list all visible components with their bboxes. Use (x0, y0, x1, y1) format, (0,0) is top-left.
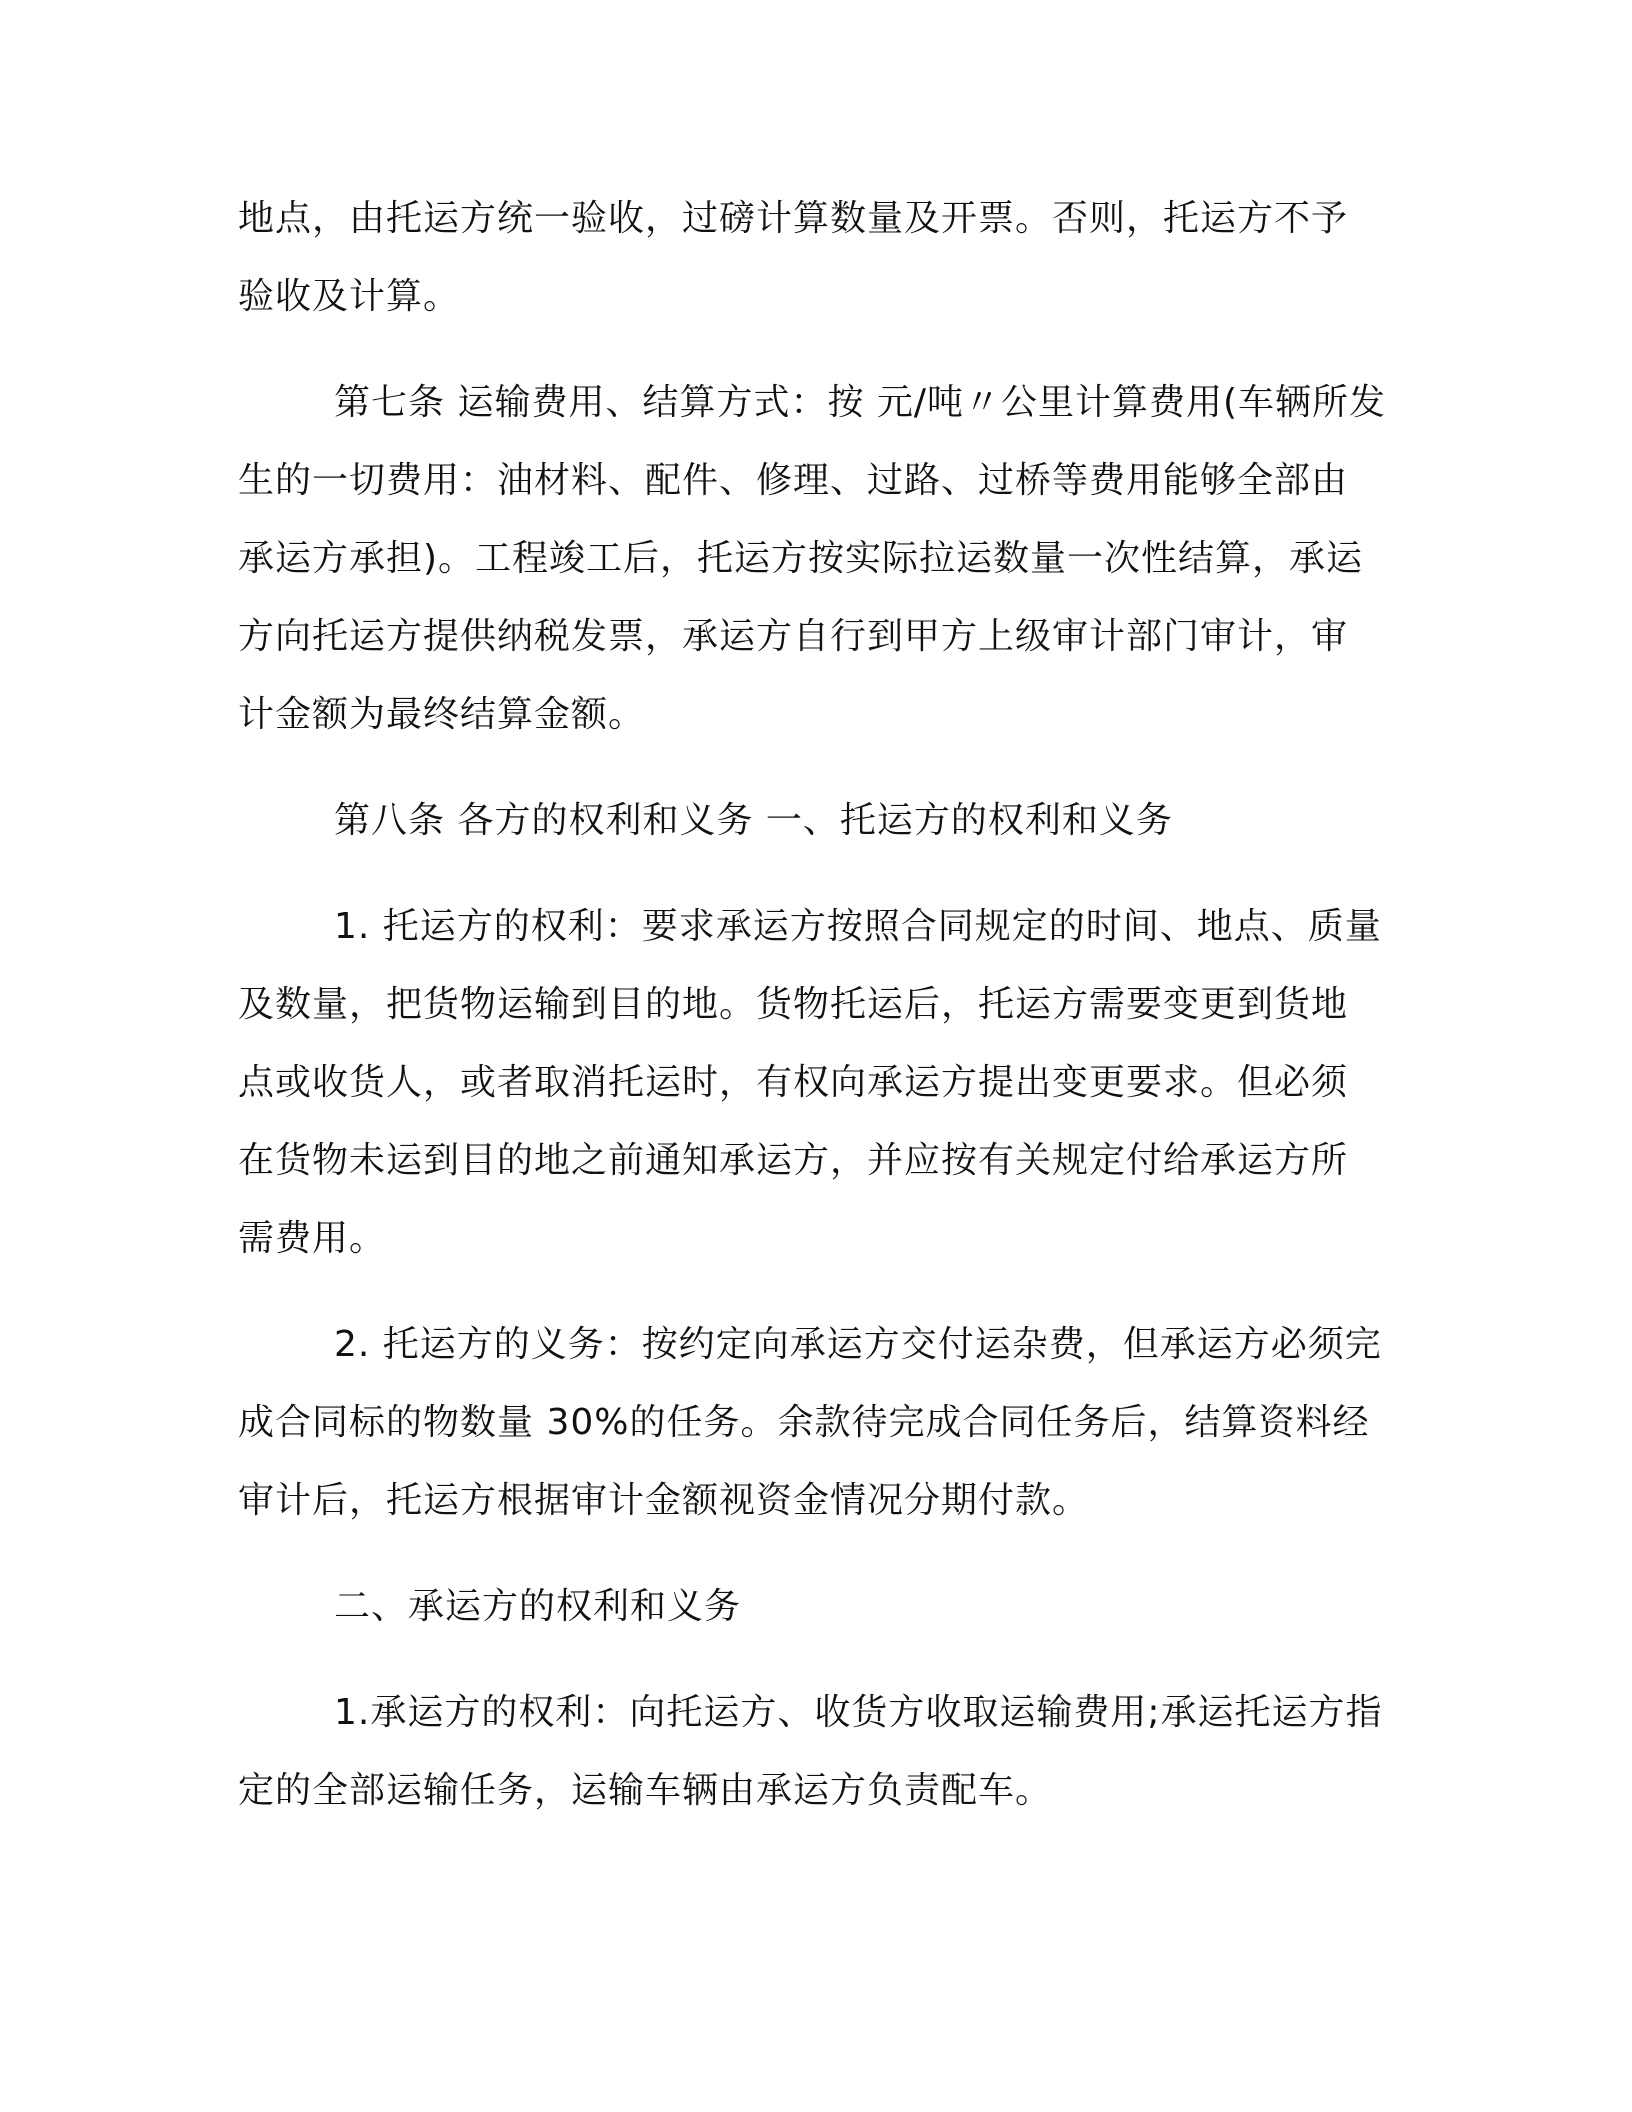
text-line: 第七条 运输费用、结算方式：按 元/吨〃公里计算费用(车辆所发 (334, 382, 1387, 423)
text-line: 1.承运方的权利：向托运方、收货方收取运输费用;承运托运方指 (334, 1692, 1383, 1733)
text-line: 1. 托运方的权利：要求承运方按照合同规定的时间、地点、质量 (334, 906, 1382, 947)
text-line: 第八条 各方的权利和义务 一、托运方的权利和义务 (334, 800, 1173, 841)
text-line: 承运方承担)。工程竣工后，托运方按实际拉运数量一次性结算，承运 (238, 538, 1364, 579)
text-line: 点或收货人，或者取消托运时，有权向承运方提出变更要求。但必须 (238, 1062, 1349, 1103)
text-line: 生的一切费用：油材料、配件、修理、过路、过桥等费用能够全部由 (238, 460, 1349, 501)
document-body (238, 180, 1398, 1858)
text-line: 及数量，把货物运输到目的地。货物托运后，托运方需要变更到货地 (238, 984, 1349, 1025)
text-line: 在货物未运到目的地之前通知承运方，并应按有关规定付给承运方所 (238, 1140, 1349, 1181)
text-line: 需费用。 (238, 1218, 387, 1259)
paragraph-carrier-heading (238, 1568, 1398, 1646)
text-line: 成合同标的物数量 30%的任务。余款待完成合同任务后，结算资料经 (238, 1402, 1370, 1443)
text-line: 验收及计算。 (238, 276, 461, 317)
paragraph-article-7 (238, 364, 1398, 754)
paragraph-continuation (238, 180, 1398, 336)
text-line: 审计后，托运方根据审计金额视资金情况分期付款。 (238, 1480, 1090, 1521)
paragraph-shipper-rights (238, 888, 1398, 1278)
text-line: 2. 托运方的义务：按约定向承运方交付运杂费，但承运方必须完 (334, 1324, 1382, 1365)
text-line: 方向托运方提供纳税发票，承运方自行到甲方上级审计部门审计，审 (238, 616, 1349, 657)
text-line: 计金额为最终结算金额。 (238, 694, 646, 735)
text-line: 地点，由托运方统一验收，过磅计算数量及开票。否则，托运方不予 (238, 198, 1349, 239)
paragraph-shipper-obligations (238, 1306, 1398, 1540)
paragraph-article-8-heading (238, 782, 1398, 860)
text-line: 二、承运方的权利和义务 (334, 1586, 742, 1627)
text-line: 定的全部运输任务，运输车辆由承运方负责配车。 (238, 1770, 1053, 1811)
paragraph-carrier-rights (238, 1674, 1398, 1830)
